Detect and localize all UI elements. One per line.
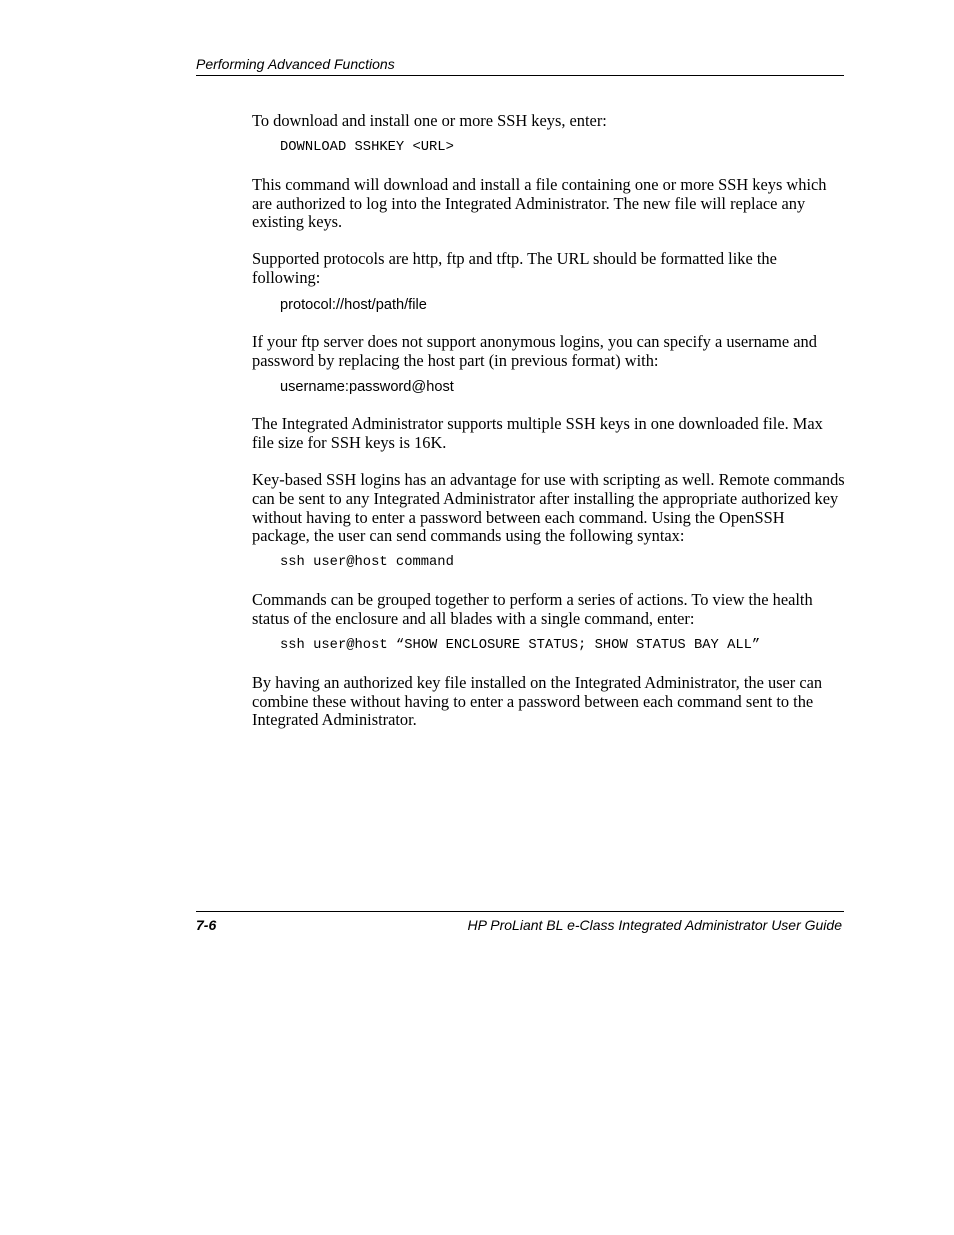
paragraph-anonymous-logins: If your ftp server does not support anonymous logins, you can specify a username and password by replacing the host part (in previous format) with: — [252, 331, 817, 370]
running-footer — [196, 911, 844, 934]
paragraph-supported-protocols: Supported protocols are http, ftp and tftp. The URL should be formatted like the following: — [252, 249, 777, 287]
code-ssh-command: ssh user@host command — [280, 555, 454, 571]
page-number: 7-6 — [196, 917, 217, 933]
credentials-format-example: username:password@host — [280, 379, 454, 396]
code-ssh-grouped-command: ssh user@host “SHOW ENCLOSURE STATUS; SHOW STATUS BAY ALL” — [280, 637, 761, 653]
paragraph-download-description: This command will download and install a file containing one or more SSH keys which are authorized to log into the Integrated Administrator. The new file will replace any existing keys. — [252, 174, 827, 232]
paragraph-scripting: Key-based SSH logins has an advantage for use with scripting as well. Remote commands can be sent to any Integrated Administrator after installing the appropriate authorized key without having to enter a password between each command. Using the OpenSSH package, the user can send commands using the following syntax: — [252, 469, 845, 546]
section-title: Performing Advanced Functions — [196, 56, 395, 72]
code-download-sshkey: DOWNLOAD SSHKEY <URL> — [280, 139, 454, 155]
paragraph-download-intro: To download and install one or more SSH keys, enter: — [252, 111, 607, 130]
paragraph-grouped-commands: Commands can be grouped together to perform a series of actions. To view the health status of the enclosure and all blades with a single command, enter: — [252, 590, 813, 628]
paragraph-authorized-key: By having an authorized key file installed on the Integrated Administrator, the user can combine these without having to enter a password between each command sent to the Integrated Administrator. — [252, 672, 823, 730]
paragraph-multiple-keys: The Integrated Administrator supports multiple SSH keys in one downloaded file. Max file size for SSH keys is 16K. — [252, 414, 823, 453]
page-content — [252, 112, 846, 748]
guide-title: HP ProLiant BL e-Class Integrated Administrator User Guide — [467, 917, 842, 933]
url-format-example: protocol://host/path/file — [280, 296, 427, 313]
running-header — [196, 55, 844, 76]
